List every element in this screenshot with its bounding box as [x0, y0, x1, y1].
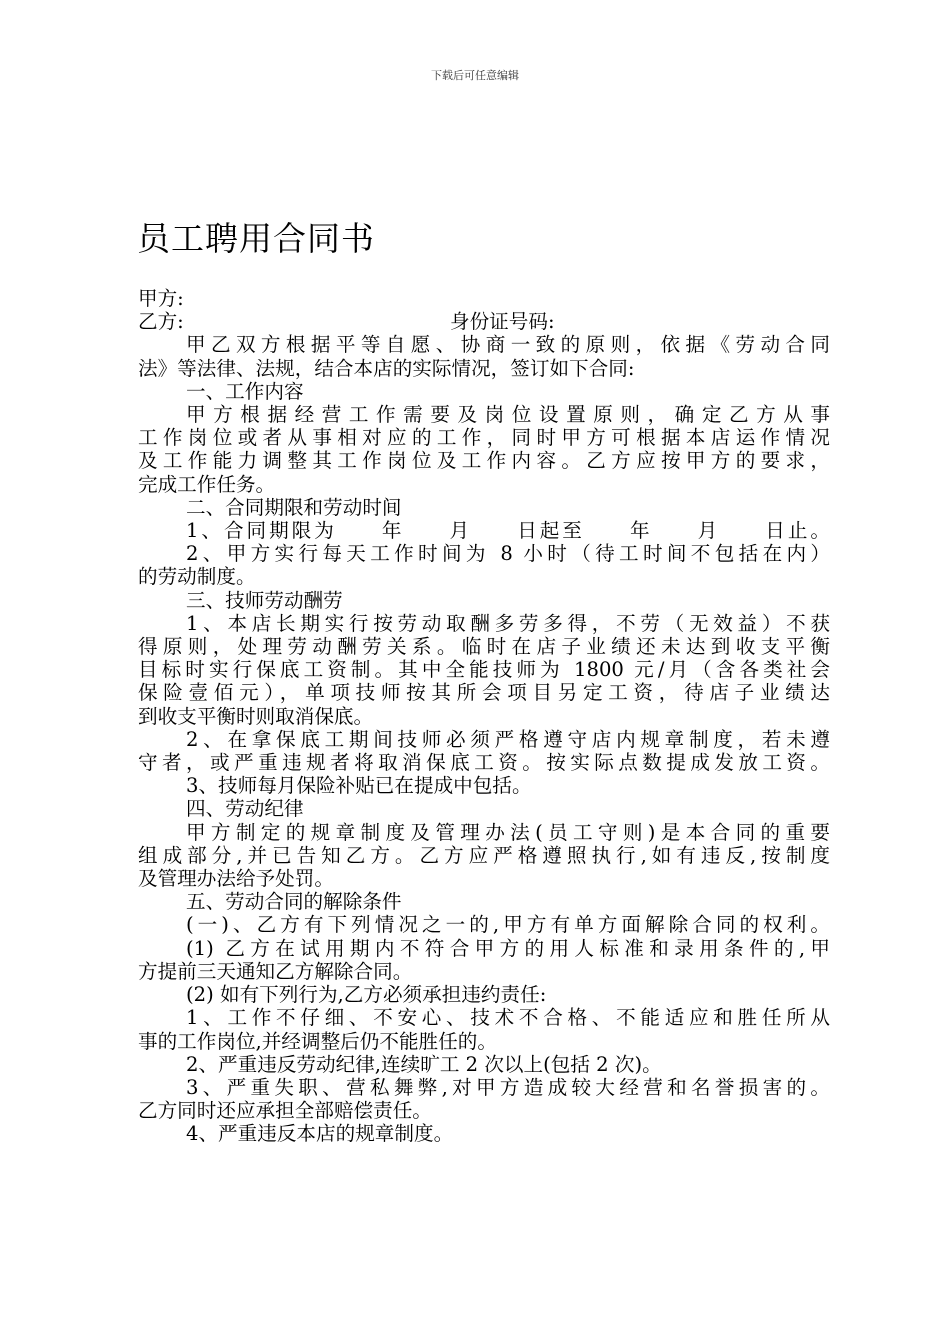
paragraph-line: 方提前三天通知乙方解除合同。: [138, 959, 413, 983]
party-b-label: 乙方:: [138, 310, 184, 334]
paragraph-line: 及管理办法给予处罚。: [138, 867, 334, 891]
paragraph-line: 得原则，处理劳动酬劳关系。临时在店子业绩还未达到收支平衡: [138, 635, 830, 659]
paragraph-line: 守者，或严重违规者将取消保底工资。按实际点数提成发放工资。: [138, 751, 830, 775]
document-title: 员工聘用合同书: [137, 219, 375, 258]
paragraph-line: (1) 乙方在试用期内不符合甲方的用人标准和录用条件的,甲: [186, 936, 830, 960]
paragraph-line: (2) 如有下列行为,乙方必须承担违约责任:: [186, 983, 547, 1007]
id-number-label: 身份证号码:: [450, 310, 555, 334]
paragraph-line: 1、合同期限为 年 月 日起至 年 月 日止。: [186, 519, 830, 543]
paragraph-line: 2、在拿保底工期间技师必须严格遵守店内规章制度，若未遵: [186, 727, 830, 751]
paragraph-line: 1、本店长期实行按劳动取酬多劳多得，不劳（无效益）不获: [186, 611, 830, 635]
paragraph-line: 甲方根据经营工作需要及岗位设置原则，确定乙方从事: [186, 403, 830, 427]
section-heading: 四、劳动纪律: [186, 797, 304, 821]
paragraph-line: 的劳动制度。: [138, 565, 256, 589]
paragraph-line: 组成部分,并已告知乙方。乙方应严格遵照执行,如有违反,按制度: [138, 843, 830, 867]
paragraph-line: (一)、乙方有下列情况之一的,甲方有单方面解除合同的权利。: [186, 913, 830, 937]
party-b-line: [138, 310, 830, 333]
paragraph-line: 乙方同时还应承担全部赔偿责任。: [138, 1099, 432, 1123]
party-a-line: 甲方:: [138, 287, 184, 310]
paragraph-line: 甲乙双方根据平等自愿、协商一致的原则，依据《劳动合同: [186, 333, 830, 357]
paragraph-line: 及工作能力调整其工作岗位及工作内容。乙方应按甲方的要求，: [138, 449, 830, 473]
paragraph-line: 甲方制定的规章制度及管理办法(员工守则)是本合同的重要: [186, 820, 830, 844]
contract-body: [138, 287, 830, 1146]
paragraph-line: 法》等法律、法规，结合本店的实际情况，签订如下合同:: [138, 356, 635, 380]
paragraph-line: 2、甲方实行每天工作时间为 8 小时（待工时间不包括在内）: [186, 542, 830, 566]
paragraph-line: 目标时实行保底工资制。其中全能技师为 1800 元/月（含各类社会: [138, 658, 830, 682]
header-note: 下载后可任意编辑: [431, 69, 519, 82]
section-heading: 一、工作内容: [186, 379, 304, 403]
paragraph-line: 事的工作岗位,并经调整后仍不能胜任的。: [138, 1029, 497, 1053]
paragraph-line: 1、工作不仔细、不安心、技术不合格、不能适应和胜任所从: [186, 1006, 830, 1030]
paragraph-line: 到收支平衡时则取消保底。: [138, 704, 374, 728]
paragraph-line: 完成工作任务。: [138, 472, 276, 496]
paragraph-line: 3、技师每月保险补贴已在提成中包括。: [186, 774, 532, 798]
paragraph-line: 3、严重失职、营私舞弊,对甲方造成较大经营和名誉损害的。: [186, 1075, 830, 1099]
section-heading: 三、技师劳动酬劳: [186, 588, 343, 612]
paragraph-line: 保险壹佰元），单项技师按其所会项目另定工资，待店子业绩达: [138, 681, 830, 705]
section-heading: 五、劳动合同的解除条件: [186, 890, 402, 914]
paragraph-line: 4、严重违反本店的规章制度。: [186, 1122, 454, 1146]
paragraph-line: 2、严重违反劳动纪律,连续旷工 2 次以上(包括 2 次)。: [186, 1052, 662, 1076]
paragraph-line: 工作岗位或者从事相对应的工作，同时甲方可根据本店运作情况: [138, 426, 830, 450]
section-heading: 二、合同期限和劳动时间: [186, 495, 402, 519]
